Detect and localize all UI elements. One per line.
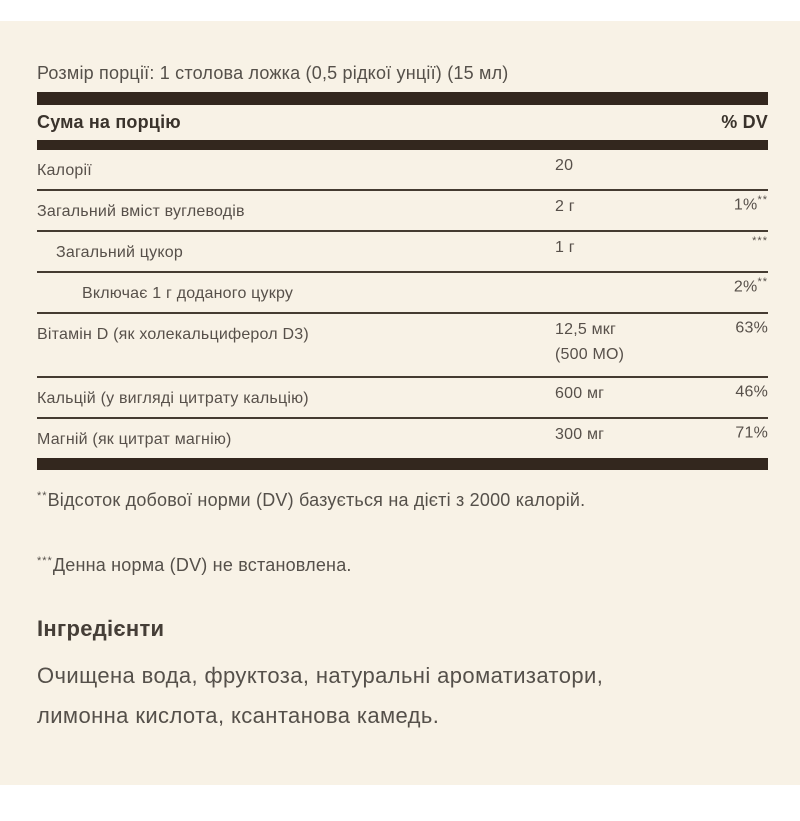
divider-thick-bottom xyxy=(37,458,768,470)
footnote-dv-not-established: ***Денна норма (DV) не встановлена. xyxy=(37,555,352,575)
nutrient-amount: 2 г xyxy=(555,198,575,215)
footnote-asterisks: *** xyxy=(37,555,53,567)
nutrient-name: Кальцій (у вигляді цитрату кальцію) xyxy=(37,390,309,407)
table-row-calcium xyxy=(37,378,768,419)
dv-asterisks: *** xyxy=(752,235,768,247)
nutrient-name: Загальний цукор xyxy=(56,244,183,261)
table-row-calories xyxy=(37,150,768,191)
nutrient-amount: 300 мг xyxy=(555,426,605,443)
nutrient-dv: 2%** xyxy=(733,276,768,296)
nutrient-dv: 63% xyxy=(735,319,768,337)
nutrient-name: Загальний вміст вуглеводів xyxy=(37,203,245,220)
dv-asterisks: ** xyxy=(757,194,768,206)
header-dv: % DV xyxy=(721,112,768,132)
nutrient-dv: 1%** xyxy=(733,194,768,214)
footnote-daily-value: **Відсоток добової норми (DV) базується на дієті з 2000 калорій. xyxy=(37,490,586,510)
nutrient-name: Калорії xyxy=(37,162,92,179)
serving-size: Розмір порції: 1 столова ложка (0,5 рідкої унції) (15 мл) xyxy=(37,63,509,83)
table-row-vitamin-d xyxy=(37,314,768,378)
table-row-total-sugars xyxy=(37,232,768,273)
dv-asterisks: ** xyxy=(757,276,768,288)
nutrient-amount-secondary: (500 МО) xyxy=(555,346,625,363)
nutrient-amount: 12,5 мкг (500 МО) xyxy=(555,317,685,367)
ingredients-text: Очищена вода, фруктоза, натуральні ароматизатори, лимонна кислота, ксантанова камедь. xyxy=(37,663,604,728)
header-amount-per-serving: Сума на порцію xyxy=(37,112,181,132)
nutrient-name: Магній (як цитрат магнію) xyxy=(37,431,232,448)
divider-thick-under-header xyxy=(37,140,768,150)
nutrient-name: Вітамін D (як холекальциферол D3) xyxy=(37,326,309,343)
table-row-magnesium xyxy=(37,419,768,458)
nutrient-dv: 46% xyxy=(735,383,768,401)
supplement-facts-panel xyxy=(0,21,800,785)
footnote-asterisks: ** xyxy=(37,490,48,502)
ingredients-heading: Інгредієнти xyxy=(37,616,165,641)
nutrient-amount: 20 xyxy=(555,157,574,174)
table-row-added-sugars xyxy=(37,273,768,314)
table-row-total-carbohydrate xyxy=(37,191,768,232)
nutrient-name: Включає 1 г доданого цукру xyxy=(82,285,294,302)
divider-thick-top xyxy=(37,92,768,105)
nutrient-amount: 1 г xyxy=(555,239,575,256)
table-header xyxy=(37,105,768,140)
nutrient-dv: 71% xyxy=(735,424,768,442)
nutrient-amount: 600 мг xyxy=(555,385,605,402)
nutrient-dv xyxy=(685,235,768,255)
